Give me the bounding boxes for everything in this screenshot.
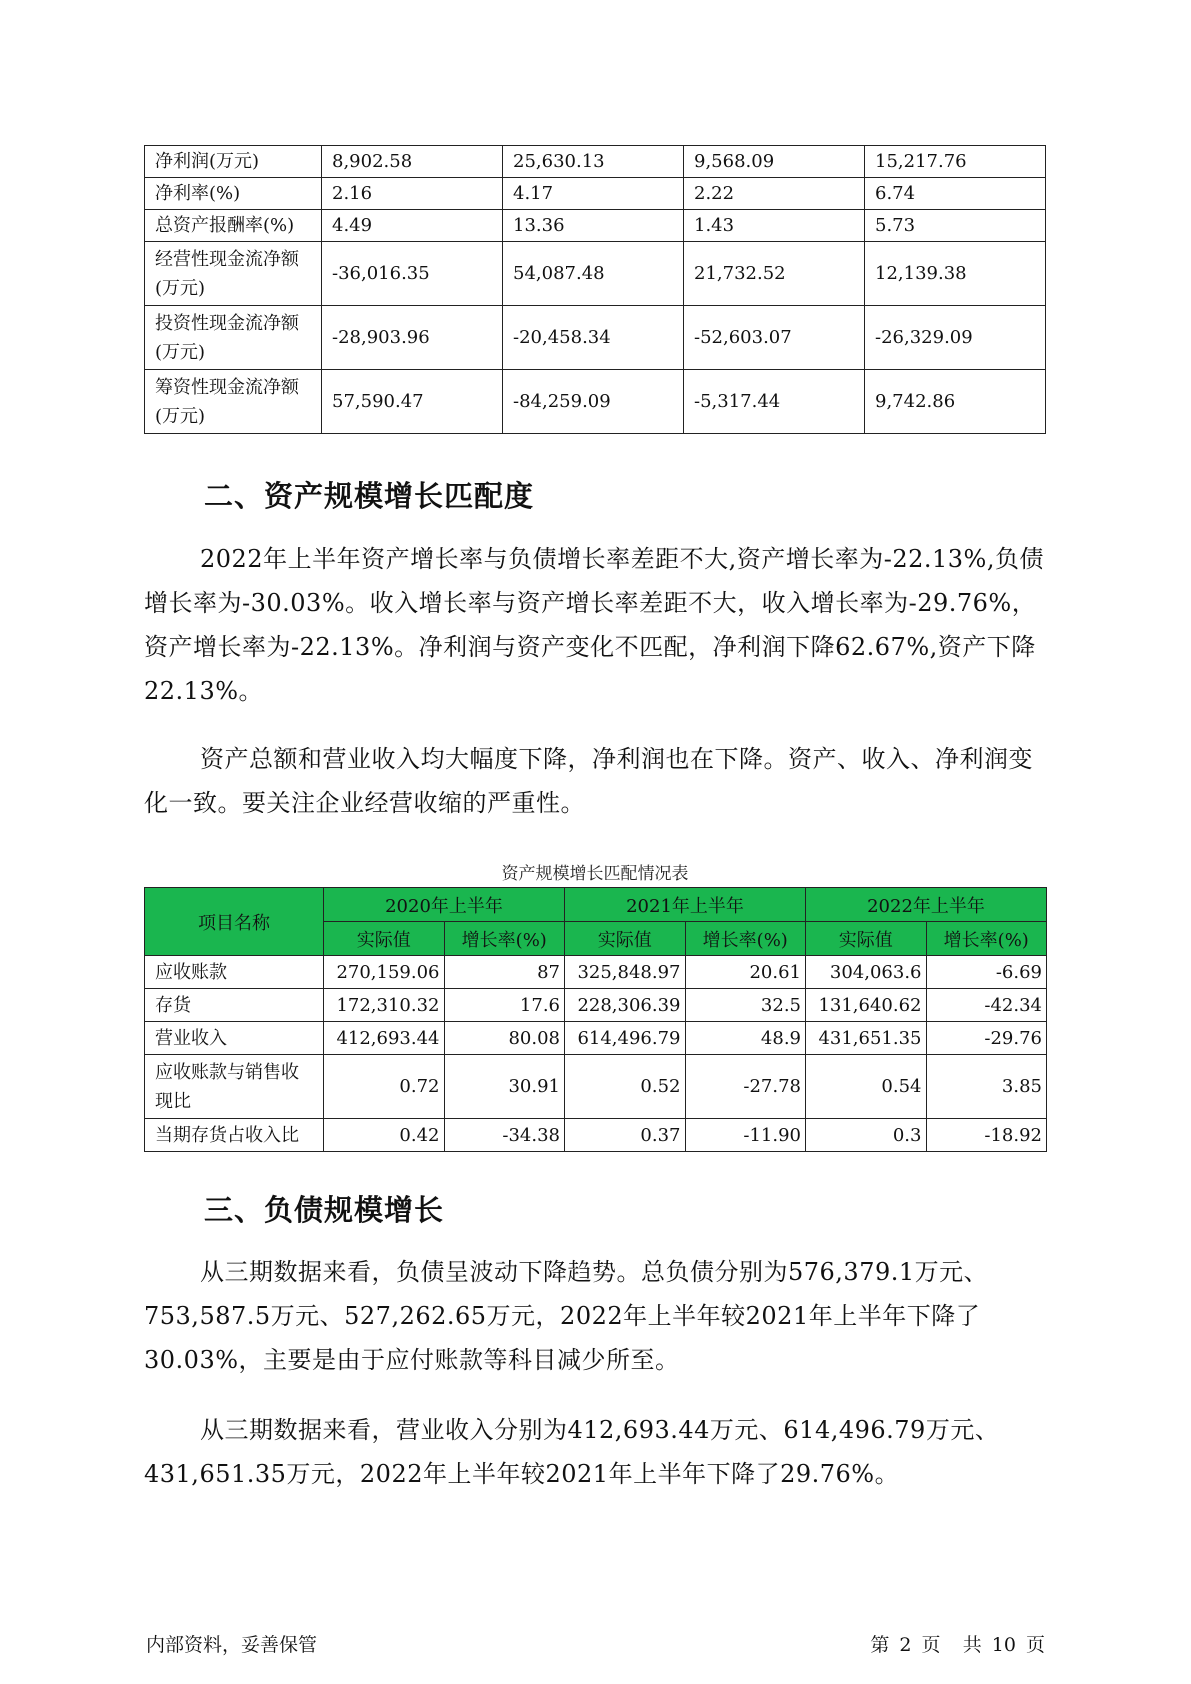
page-prefix: 第	[870, 1634, 890, 1656]
column-header: 实际值	[806, 922, 927, 956]
table-cell: -18.92	[926, 1119, 1047, 1152]
column-header: 2020年上半年	[324, 888, 565, 922]
table-cell: 0.52	[565, 1055, 686, 1119]
paragraph: 从三期数据来看，负债呈波动下降趋势。总负债分别为576,379.1万元、753,587.5万元、527,262.65万元，2022年上半年较2021年上半年下降了30.03%，主要是由于应付账款等科目减少所至。	[144, 1258, 989, 1374]
table-row	[145, 370, 1046, 434]
table-cell: 20.61	[685, 956, 806, 989]
table-cell: 12,139.38	[865, 242, 1046, 306]
table-cell: 87	[444, 956, 565, 989]
paragraph: 资产总额和营业收入均大幅度下降，净利润也在下降。资产、收入、净利润变化一致。要关注企业经营收缩的严重性。	[144, 745, 1033, 817]
table-cell: 30.91	[444, 1055, 565, 1119]
table-cell: 9,742.86	[865, 370, 1046, 434]
table-cell: 57,590.47	[322, 370, 503, 434]
table-cell: 15,217.76	[865, 146, 1046, 178]
table-row	[145, 242, 1046, 306]
table-row	[145, 1055, 1047, 1119]
table-caption: 资产规模增长匹配情况表	[501, 864, 689, 884]
row-label: 净利润(万元)	[145, 146, 322, 178]
table-cell: 0.37	[565, 1119, 686, 1152]
table-cell: 0.72	[324, 1055, 445, 1119]
column-header: 增长率(%)	[444, 922, 565, 956]
table-cell: 431,651.35	[806, 1022, 927, 1055]
row-label: 净利率(%)	[145, 178, 322, 210]
table-cell: 2.16	[322, 178, 503, 210]
table-cell: 614,496.79	[565, 1022, 686, 1055]
table-cell: 1.43	[684, 210, 865, 242]
table-cell: -27.78	[685, 1055, 806, 1119]
table-cell: -6.69	[926, 956, 1047, 989]
table-row	[145, 178, 1046, 210]
table-cell: 2.22	[684, 178, 865, 210]
table-cell: 80.08	[444, 1022, 565, 1055]
table-cell: -34.38	[444, 1119, 565, 1152]
table-cell: -29.76	[926, 1022, 1047, 1055]
table-cell: -36,016.35	[322, 242, 503, 306]
paragraph: 从三期数据来看，营业收入分别为412,693.44万元、614,496.79万元、431,651.35万元，2022年上半年较2021年上半年下降了29.76%。	[144, 1416, 1000, 1488]
table-cell: -52,603.07	[684, 306, 865, 370]
table-cell: -42.34	[926, 989, 1047, 1022]
table-cell: -11.90	[685, 1119, 806, 1152]
asset-growth-match-table	[144, 887, 1047, 1152]
column-header: 2021年上半年	[565, 888, 806, 922]
table-cell: -28,903.96	[322, 306, 503, 370]
table-row	[145, 306, 1046, 370]
page-total: 10	[991, 1634, 1016, 1656]
table-cell: 228,306.39	[565, 989, 686, 1022]
table-cell: 0.54	[806, 1055, 927, 1119]
table-cell: 25,630.13	[503, 146, 684, 178]
table-cell: 270,159.06	[324, 956, 445, 989]
row-label: 营业收入	[145, 1022, 324, 1055]
table-cell: 131,640.62	[806, 989, 927, 1022]
table-cell: -20,458.34	[503, 306, 684, 370]
table-row	[145, 956, 1047, 989]
row-label: 应收账款与销售收 现比	[145, 1055, 324, 1119]
page-number	[868, 1630, 1047, 1657]
table-cell: 54,087.48	[503, 242, 684, 306]
table-row	[145, 146, 1046, 178]
row-label: 当期存货占收入比	[145, 1119, 324, 1152]
table-cell: 13.36	[503, 210, 684, 242]
table-cell: 325,848.97	[565, 956, 686, 989]
column-header: 项目名称	[145, 888, 324, 956]
row-label: 投资性现金流净额 (万元)	[145, 306, 322, 370]
table-cell: 0.42	[324, 1119, 445, 1152]
table-cell: 172,310.32	[324, 989, 445, 1022]
table-row	[145, 210, 1046, 242]
paragraph: 2022年上半年资产增长率与负债增长率差距不大,资产增长率为-22.13%,负债增长率为-30.03%。收入增长率与资产增长率差距不大，收入增长率为-29.76%，资产增长率为-22.13%。净利润与资产变化不匹配，净利润下降62.67%,资产下降22.13%。	[144, 545, 1044, 705]
table-cell: -5,317.44	[684, 370, 865, 434]
table-cell: 412,693.44	[324, 1022, 445, 1055]
table-cell: -26,329.09	[865, 306, 1046, 370]
row-label: 应收账款	[145, 956, 324, 989]
table-cell: 5.73	[865, 210, 1046, 242]
table-cell: 8,902.58	[322, 146, 503, 178]
financial-indicators-table	[144, 145, 1046, 434]
total-prefix: 共	[962, 1634, 982, 1656]
page-mid: 页	[921, 1634, 941, 1656]
table-cell: 304,063.6	[806, 956, 927, 989]
column-header: 2022年上半年	[806, 888, 1047, 922]
section-heading-asset-growth: 二、资产规模增长匹配度	[204, 479, 535, 513]
section-heading-debt-growth: 三、负债规模增长	[204, 1193, 445, 1227]
footer-confidential-note: 内部资料，妥善保管	[146, 1634, 318, 1656]
table-cell: 6.74	[865, 178, 1046, 210]
column-header: 实际值	[324, 922, 445, 956]
table-cell: 21,732.52	[684, 242, 865, 306]
table-cell: -84,259.09	[503, 370, 684, 434]
column-header: 增长率(%)	[685, 922, 806, 956]
total-suffix: 页	[1025, 1634, 1045, 1656]
table-cell: 4.49	[322, 210, 503, 242]
row-label: 总资产报酬率(%)	[145, 210, 322, 242]
table-cell: 9,568.09	[684, 146, 865, 178]
row-label: 筹资性现金流净额 (万元)	[145, 370, 322, 434]
table-cell: 3.85	[926, 1055, 1047, 1119]
page-current: 2	[899, 1634, 912, 1656]
column-header: 增长率(%)	[926, 922, 1047, 956]
row-label: 经营性现金流净额 (万元)	[145, 242, 322, 306]
table-cell: 32.5	[685, 989, 806, 1022]
table-row	[145, 989, 1047, 1022]
table-cell: 48.9	[685, 1022, 806, 1055]
table-header-row	[145, 888, 1047, 922]
table-cell: 4.17	[503, 178, 684, 210]
table-cell: 0.3	[806, 1119, 927, 1152]
table-row	[145, 1022, 1047, 1055]
table-cell: 17.6	[444, 989, 565, 1022]
table-row	[145, 1119, 1047, 1152]
column-header: 实际值	[565, 922, 686, 956]
row-label: 存货	[145, 989, 324, 1022]
